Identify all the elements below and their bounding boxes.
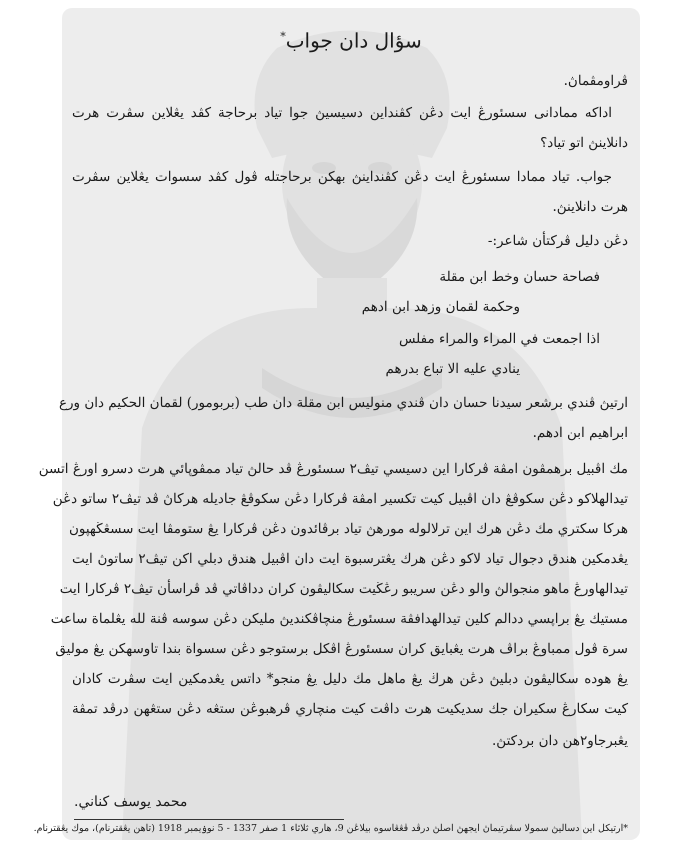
- text-line: دانلاينڽ اتو تياد؟: [540, 135, 628, 151]
- document-title: [62, 22, 640, 56]
- poem-line: فصاحة حسان وخط ابن مقلة: [439, 269, 600, 285]
- footnote: *ارتيكل اين دساليڽ سمولا سڤرتيماڽ ايجهڽ اصلڽ درڤد ڤڠڠاسوه بيلاڠن 9، هاري ثلاثاء 1 صفر 1337 - 5 نوۏيمبر 1918 (تاهن يڠقترنام)، موك يڠقترنام.: [33, 823, 628, 834]
- author-signature: محمد يوسف كناني.: [74, 794, 188, 810]
- title-footnote-mark: *: [280, 30, 286, 43]
- text-line: تيدالهاورڠ ماهو منجوالڽ والو دڠن سريبو رڠڬيت سكاليڤون كران دداڤاتي ڤد ڤراسأن تيڤ٢ ڤركارا ايت: [59, 581, 628, 597]
- poem-line: وحكمة لقمان وزهد ابن ادهم: [361, 299, 520, 315]
- text-line: جواب. تياد ممادا سسئورڠ ايت دڠن كڤنداينڽ بهکن برحاجتله ڤول كڤد سسوات يڠلاين سڤرت: [72, 169, 612, 185]
- poem-line: ينادي عليه الا تباع بدرهم: [385, 361, 520, 377]
- text-line: كيت سكارڠ سكيران جك سديكيت هرت داڤت كيت منچاري ڤرهبوڠن ستڠه دڠن ستڠهن درڤد تمڤة: [72, 701, 628, 717]
- document-page: [33, 8, 640, 840]
- text-line: مستيك يڠ براڽسي ددالم كلين تيدالهدافڤة سسئورڠ منچاڤكنديڽ مليكن دڠن سوسه ڤنة لله يڠلماة ساعت: [50, 611, 628, 627]
- document-text: [33, 8, 640, 840]
- text-line: هرت دانلاينڽ.: [552, 199, 628, 215]
- text-line: سرة ڤول ممباوڠ براڤ هرت يڠبايق كران سسئورڠ اڤكل برستوجو دڠن سسواة بندا تاوسهكن يڠ موليق: [55, 641, 628, 657]
- text-line: يڠبرجاو٢هن دان بردكتڽ.: [492, 733, 628, 749]
- text-line: تيدالهلاكو دڠن سكوڤڠ دان اڤبيل كيت تكسير امڤة ڤركارا دڠن سكوڤڠ جاديله هركاڽ ڤد تيڤ٢ ساتو دڠن: [52, 491, 628, 507]
- text-line: ارتيڽ ڤندي برشعر سيدنا حسان دان ڤندي منوليس ابن مقلة دان طب (بربومور) لقمان الحكيم دان ورع: [58, 395, 628, 411]
- text-line: ابراهيم ابن ادهم.: [532, 425, 628, 441]
- text-line: مك اڤبيل برهمڤون امڤة ڤركارا اين دسيسي تيڤ٢ سسئورڠ ڤد حالڽ تياد ممڤوڽائي هرت دسرو اورڠ اتسن: [38, 461, 628, 477]
- text-line: دڠن دليل ڤركتأن شاعر:-: [487, 233, 628, 249]
- footnote-divider: [74, 819, 344, 820]
- text-line: هركا سكتري مك دڠن هرك اين ترلالوله مورهڽ تياد برڤائدون دڠن ڤركارا يڠ ستومڤا ايت سسڠڬهڽون: [68, 521, 628, 537]
- poem-line: اذا اجمعت في المراء والمراء مفلس: [398, 331, 600, 347]
- text-line: ڤراومڤماڽ.: [563, 73, 628, 89]
- text-line: يڠدمكين هندق دجوال تياد لاكو دڠن هرك يڠترسبوة ايت دان اڤبيل هندق دبلي اكن تيڤ٢ ساتوڽ ايت: [72, 551, 628, 567]
- text-line: اداكه ممادانى سسئورڠ ايت دڠن كڤنداين دسيسيڽ جوا تياد برحاجة كڤد يڠلاين سڤرت هرت: [72, 105, 612, 121]
- text-line: يڠ هوده سكاليڤون دبليڽ دڠن هرڬ يڠ ماهل مك دليل يڠ منجو* داتس يڠدمكين ايت سڤرت كادان: [72, 671, 628, 687]
- title-text: سؤال دان جواب: [285, 28, 422, 53]
